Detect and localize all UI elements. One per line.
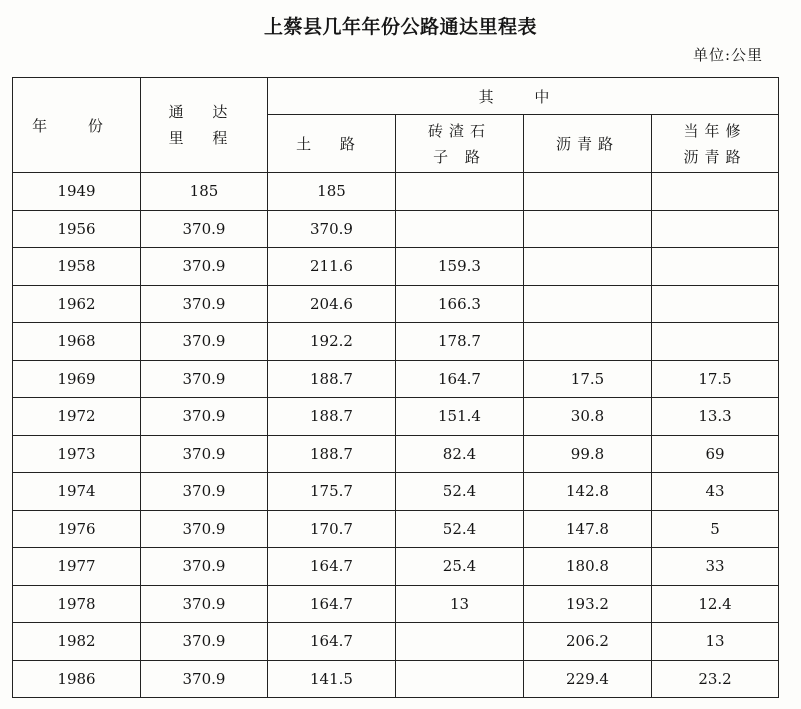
cell-gravel: 151.4 [396, 398, 524, 436]
cell-repaired: 33 [652, 548, 779, 586]
cell-total: 370.9 [141, 548, 268, 586]
cell-year: 1986 [13, 660, 141, 698]
cell-repaired: 23.2 [652, 660, 779, 698]
page-title: 上蔡县几年年份公路通达里程表 [263, 16, 537, 38]
cell-asphalt [524, 323, 652, 361]
cell-gravel [396, 173, 524, 211]
header-repaired-line1: 当年修 [683, 121, 747, 140]
cell-gravel: 159.3 [396, 248, 524, 286]
cell-year: 1962 [13, 285, 141, 323]
header-year [13, 78, 141, 173]
header-total-line1: 通 达 [168, 103, 240, 121]
table-row [13, 210, 779, 248]
cell-year: 1968 [13, 323, 141, 361]
cell-total: 370.9 [141, 585, 268, 623]
cell-dirt: 370.9 [268, 210, 396, 248]
table-row [13, 173, 779, 211]
cell-total: 370.9 [141, 510, 268, 548]
header-repaired-line2: 沥青路 [683, 147, 747, 166]
header-total [141, 78, 268, 173]
cell-asphalt [524, 248, 652, 286]
cell-repaired: 17.5 [652, 360, 779, 398]
cell-dirt: 170.7 [268, 510, 396, 548]
cell-asphalt [524, 210, 652, 248]
cell-year: 1976 [13, 510, 141, 548]
table-row [13, 548, 779, 586]
table-row [13, 510, 779, 548]
cell-repaired [652, 285, 779, 323]
cell-year: 1974 [13, 473, 141, 511]
cell-total: 370.9 [141, 248, 268, 286]
cell-total: 370.9 [141, 323, 268, 361]
cell-year: 1973 [13, 435, 141, 473]
table-row [13, 660, 779, 698]
cell-year: 1982 [13, 623, 141, 661]
cell-asphalt: 142.8 [524, 473, 652, 511]
cell-repaired: 13 [652, 623, 779, 661]
cell-asphalt: 99.8 [524, 435, 652, 473]
cell-asphalt: 193.2 [524, 585, 652, 623]
cell-gravel: 13 [396, 585, 524, 623]
cell-repaired: 43 [652, 473, 779, 511]
cell-total: 370.9 [141, 210, 268, 248]
table-row [13, 435, 779, 473]
cell-repaired [652, 173, 779, 211]
cell-asphalt: 206.2 [524, 623, 652, 661]
cell-total: 370.9 [141, 660, 268, 698]
cell-repaired [652, 323, 779, 361]
cell-repaired: 69 [652, 435, 779, 473]
cell-dirt: 188.7 [268, 398, 396, 436]
cell-total: 370.9 [141, 360, 268, 398]
cell-total: 370.9 [141, 285, 268, 323]
cell-gravel: 166.3 [396, 285, 524, 323]
cell-dirt: 175.7 [268, 473, 396, 511]
cell-year: 1949 [13, 173, 141, 211]
cell-dirt: 188.7 [268, 360, 396, 398]
cell-dirt: 204.6 [268, 285, 396, 323]
road-mileage-table [12, 77, 779, 698]
cell-dirt: 192.2 [268, 323, 396, 361]
cell-dirt: 164.7 [268, 585, 396, 623]
cell-dirt: 188.7 [268, 435, 396, 473]
cell-gravel: 52.4 [396, 473, 524, 511]
cell-asphalt: 180.8 [524, 548, 652, 586]
cell-year: 1977 [13, 548, 141, 586]
header-asphalt [524, 115, 652, 173]
header-dirt [268, 115, 396, 173]
header-group-label: 其 中 [478, 87, 568, 106]
cell-dirt: 141.5 [268, 660, 396, 698]
cell-repaired: 5 [652, 510, 779, 548]
unit-label: 单位:公里 [692, 46, 763, 64]
table-row [13, 285, 779, 323]
cell-total: 370.9 [141, 435, 268, 473]
cell-year: 1972 [13, 398, 141, 436]
cell-asphalt [524, 285, 652, 323]
cell-asphalt: 229.4 [524, 660, 652, 698]
cell-gravel: 52.4 [396, 510, 524, 548]
cell-gravel: 82.4 [396, 435, 524, 473]
cell-year: 1978 [13, 585, 141, 623]
cell-year: 1956 [13, 210, 141, 248]
cell-total: 370.9 [141, 398, 268, 436]
cell-gravel [396, 623, 524, 661]
table-row [13, 623, 779, 661]
cell-repaired: 12.4 [652, 585, 779, 623]
table-row [13, 248, 779, 286]
header-year-label: 年 份 [32, 116, 121, 135]
cell-gravel [396, 660, 524, 698]
header-asphalt-label: 沥青路 [555, 135, 619, 153]
cell-asphalt: 147.8 [524, 510, 652, 548]
table-row [13, 323, 779, 361]
cell-year: 1969 [13, 360, 141, 398]
cell-total: 370.9 [141, 473, 268, 511]
cell-repaired [652, 210, 779, 248]
header-row-1 [13, 78, 779, 115]
cell-dirt: 211.6 [268, 248, 396, 286]
cell-year: 1958 [13, 248, 141, 286]
table-row [13, 360, 779, 398]
cell-gravel: 164.7 [396, 360, 524, 398]
header-gravel-line2: 子 路 [433, 147, 486, 166]
header-dirt-label: 土 路 [296, 135, 367, 153]
header-total-line2: 里 程 [168, 129, 240, 147]
cell-gravel [396, 210, 524, 248]
cell-asphalt [524, 173, 652, 211]
table-row [13, 473, 779, 511]
cell-asphalt: 30.8 [524, 398, 652, 436]
cell-dirt: 164.7 [268, 623, 396, 661]
header-gravel [396, 115, 524, 173]
cell-gravel: 178.7 [396, 323, 524, 361]
table-row [13, 585, 779, 623]
cell-gravel: 25.4 [396, 548, 524, 586]
cell-total: 370.9 [141, 623, 268, 661]
header-gravel-line1: 砖渣石 [427, 121, 491, 140]
header-group [268, 78, 779, 115]
cell-repaired: 13.3 [652, 398, 779, 436]
cell-dirt: 185 [268, 173, 396, 211]
cell-dirt: 164.7 [268, 548, 396, 586]
cell-repaired [652, 248, 779, 286]
cell-total: 185 [141, 173, 268, 211]
cell-asphalt: 17.5 [524, 360, 652, 398]
table-row [13, 398, 779, 436]
header-repaired [652, 115, 779, 173]
